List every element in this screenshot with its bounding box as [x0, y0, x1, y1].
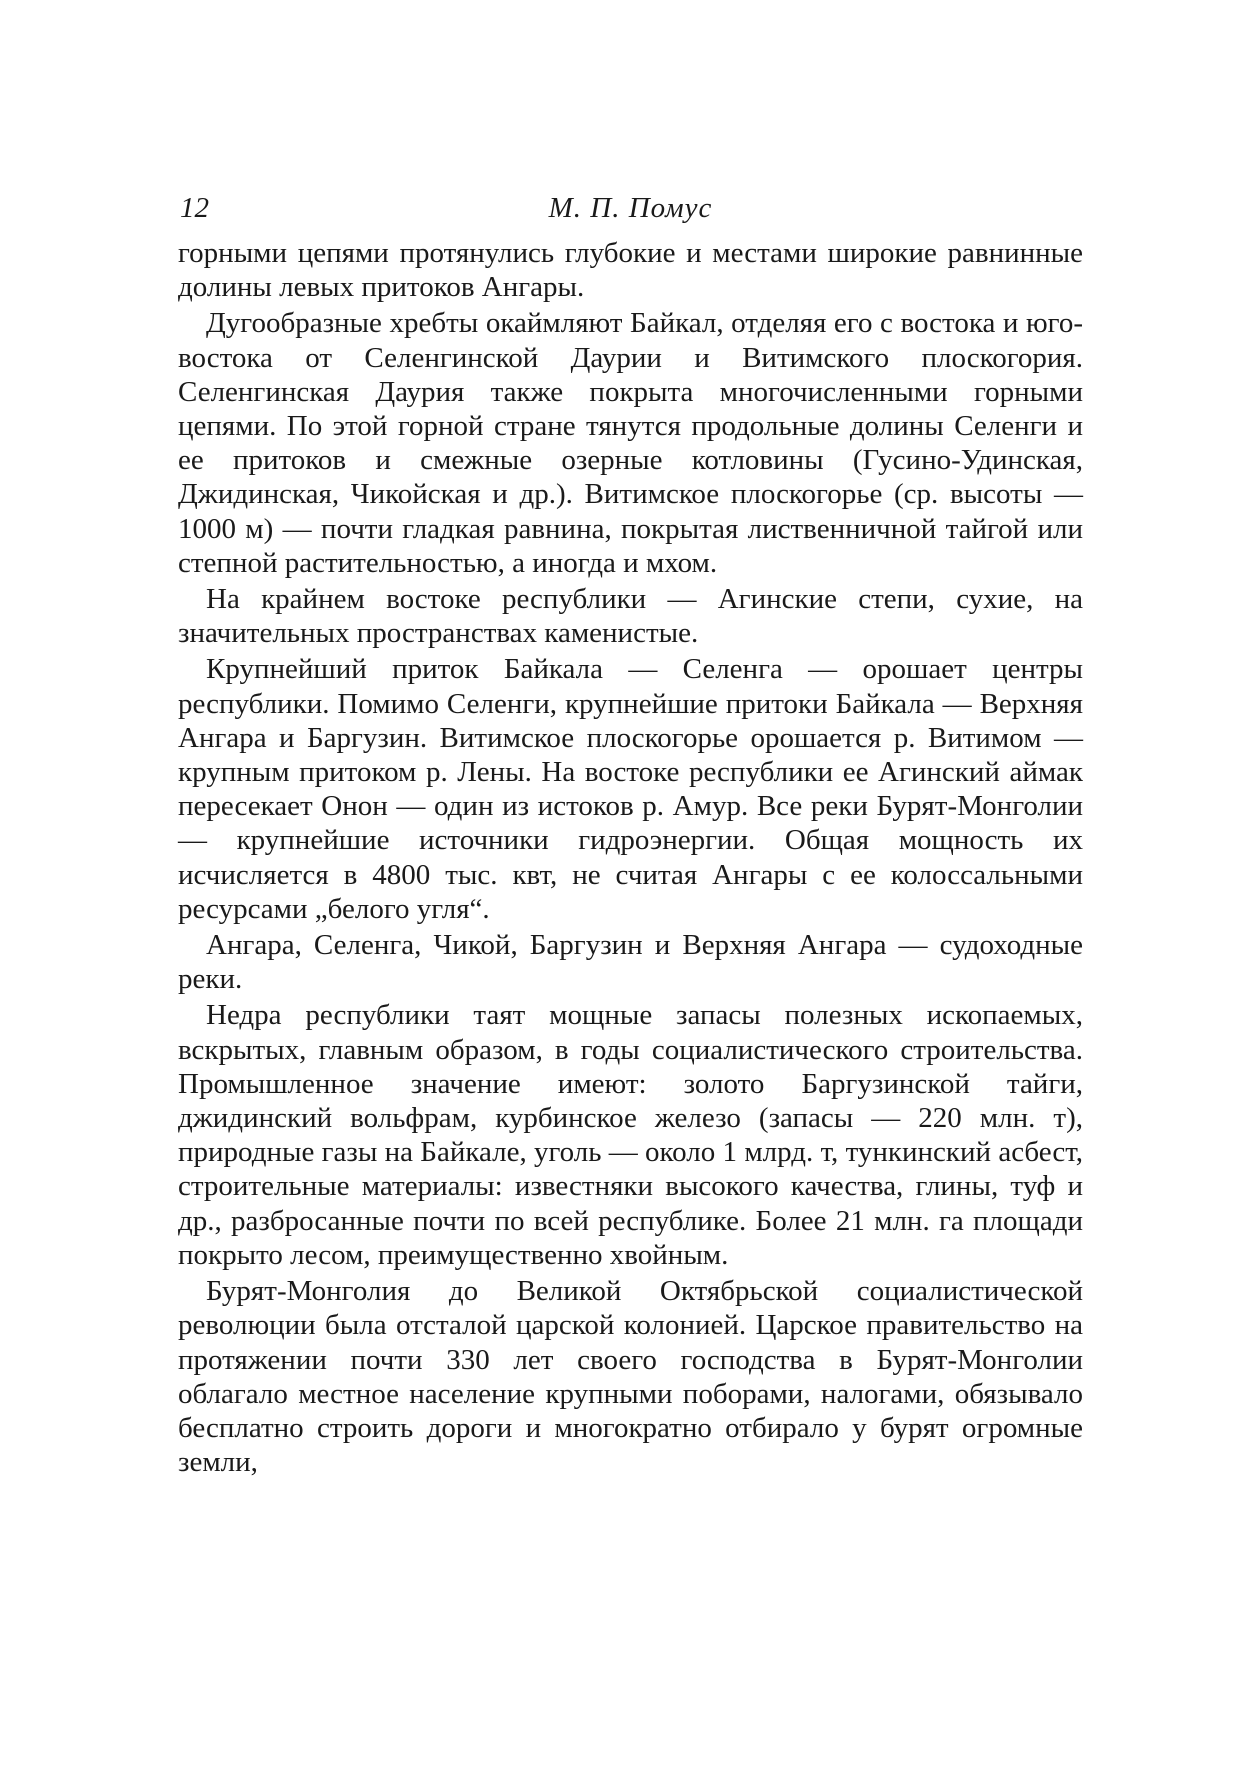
page-number: 12 — [180, 192, 209, 224]
paragraph: Бурят-Монголия до Великой Октябрьской социалистической революции была отсталой царской колонией. Царское правительство на протяжении почти 330 лет своего господства в Бурят-Монголии облагало местное население крупными поборами, налогами, обязывало бесплатно строить дороги и многократно отбирало у бурят огромные земли, — [178, 1275, 1083, 1479]
paragraph: Ангара, Селенга, Чикой, Баргузин и Верхняя Ангара — судоходные реки. — [178, 929, 1083, 996]
paragraph: Крупнейший приток Байкала — Селенга — орошает центры республики. Помимо Селенги, крупнейшие притоки Байкала — Верхняя Ангара и Баргузин. Витимское плоскогорье орошается р. Витимом — крупным притоком р. Лены. На востоке республики ее Агинский аймак пересекает Онон — один из истоков р. Амур. Все реки Бурят-Монголии — крупнейшие источники гидроэнергии. Общая мощность их исчисляется в 4800 тыс. квт, не считая Ангары с ее колоссальными ресурсами „белого угля“. — [178, 653, 1083, 925]
body-text — [178, 236, 1083, 1479]
paragraph: горными цепями протянулись глубокие и местами широкие равнинные долины левых притоков Ангары. — [178, 237, 1083, 304]
paragraph: Недра республики таят мощные запасы полезных ископаемых, вскрытых, главным образом, в годы социалистического строительства. Промышленное значение имеют: золото Баргузинской тайги, джидинский вольфрам, курбинское железо (запасы — 220 млн. т), природные газы на Байкале, уголь — около 1 млрд. т, тункинский асбест, строительные материалы: известняки высокого качества, глины, туф и др., разбросанные почти по всей республике. Более 21 млн. га площади покрыто лесом, преимущественно хвойным. — [178, 999, 1083, 1271]
paragraph: На крайнем востоке республики — Агинские степи, сухие, на значительных пространствах каменистые. — [178, 583, 1083, 650]
book-page — [178, 178, 1083, 1481]
paragraph: Дугообразные хребты окаймляют Байкал, отделяя его с востока и юго-востока от Селенгинской Даурии и Витимского плоскогория. Селенгинская Даурия также покрыта многочисленными горными цепями. По этой горной стране тянутся продольные долины Селенги и ее притоков и смежные озерные котловины (Гусино-Удинская, Джидинская, Чикойская и др.). Витимское плоскогорье (ср. высоты — 1000 м) — почти гладкая равнина, покрытая лиственничной тайгой или степной растительностью, а иногда и мхом. — [178, 307, 1083, 579]
running-header — [178, 178, 1083, 236]
running-title-author: М. П. Помус — [548, 192, 713, 224]
